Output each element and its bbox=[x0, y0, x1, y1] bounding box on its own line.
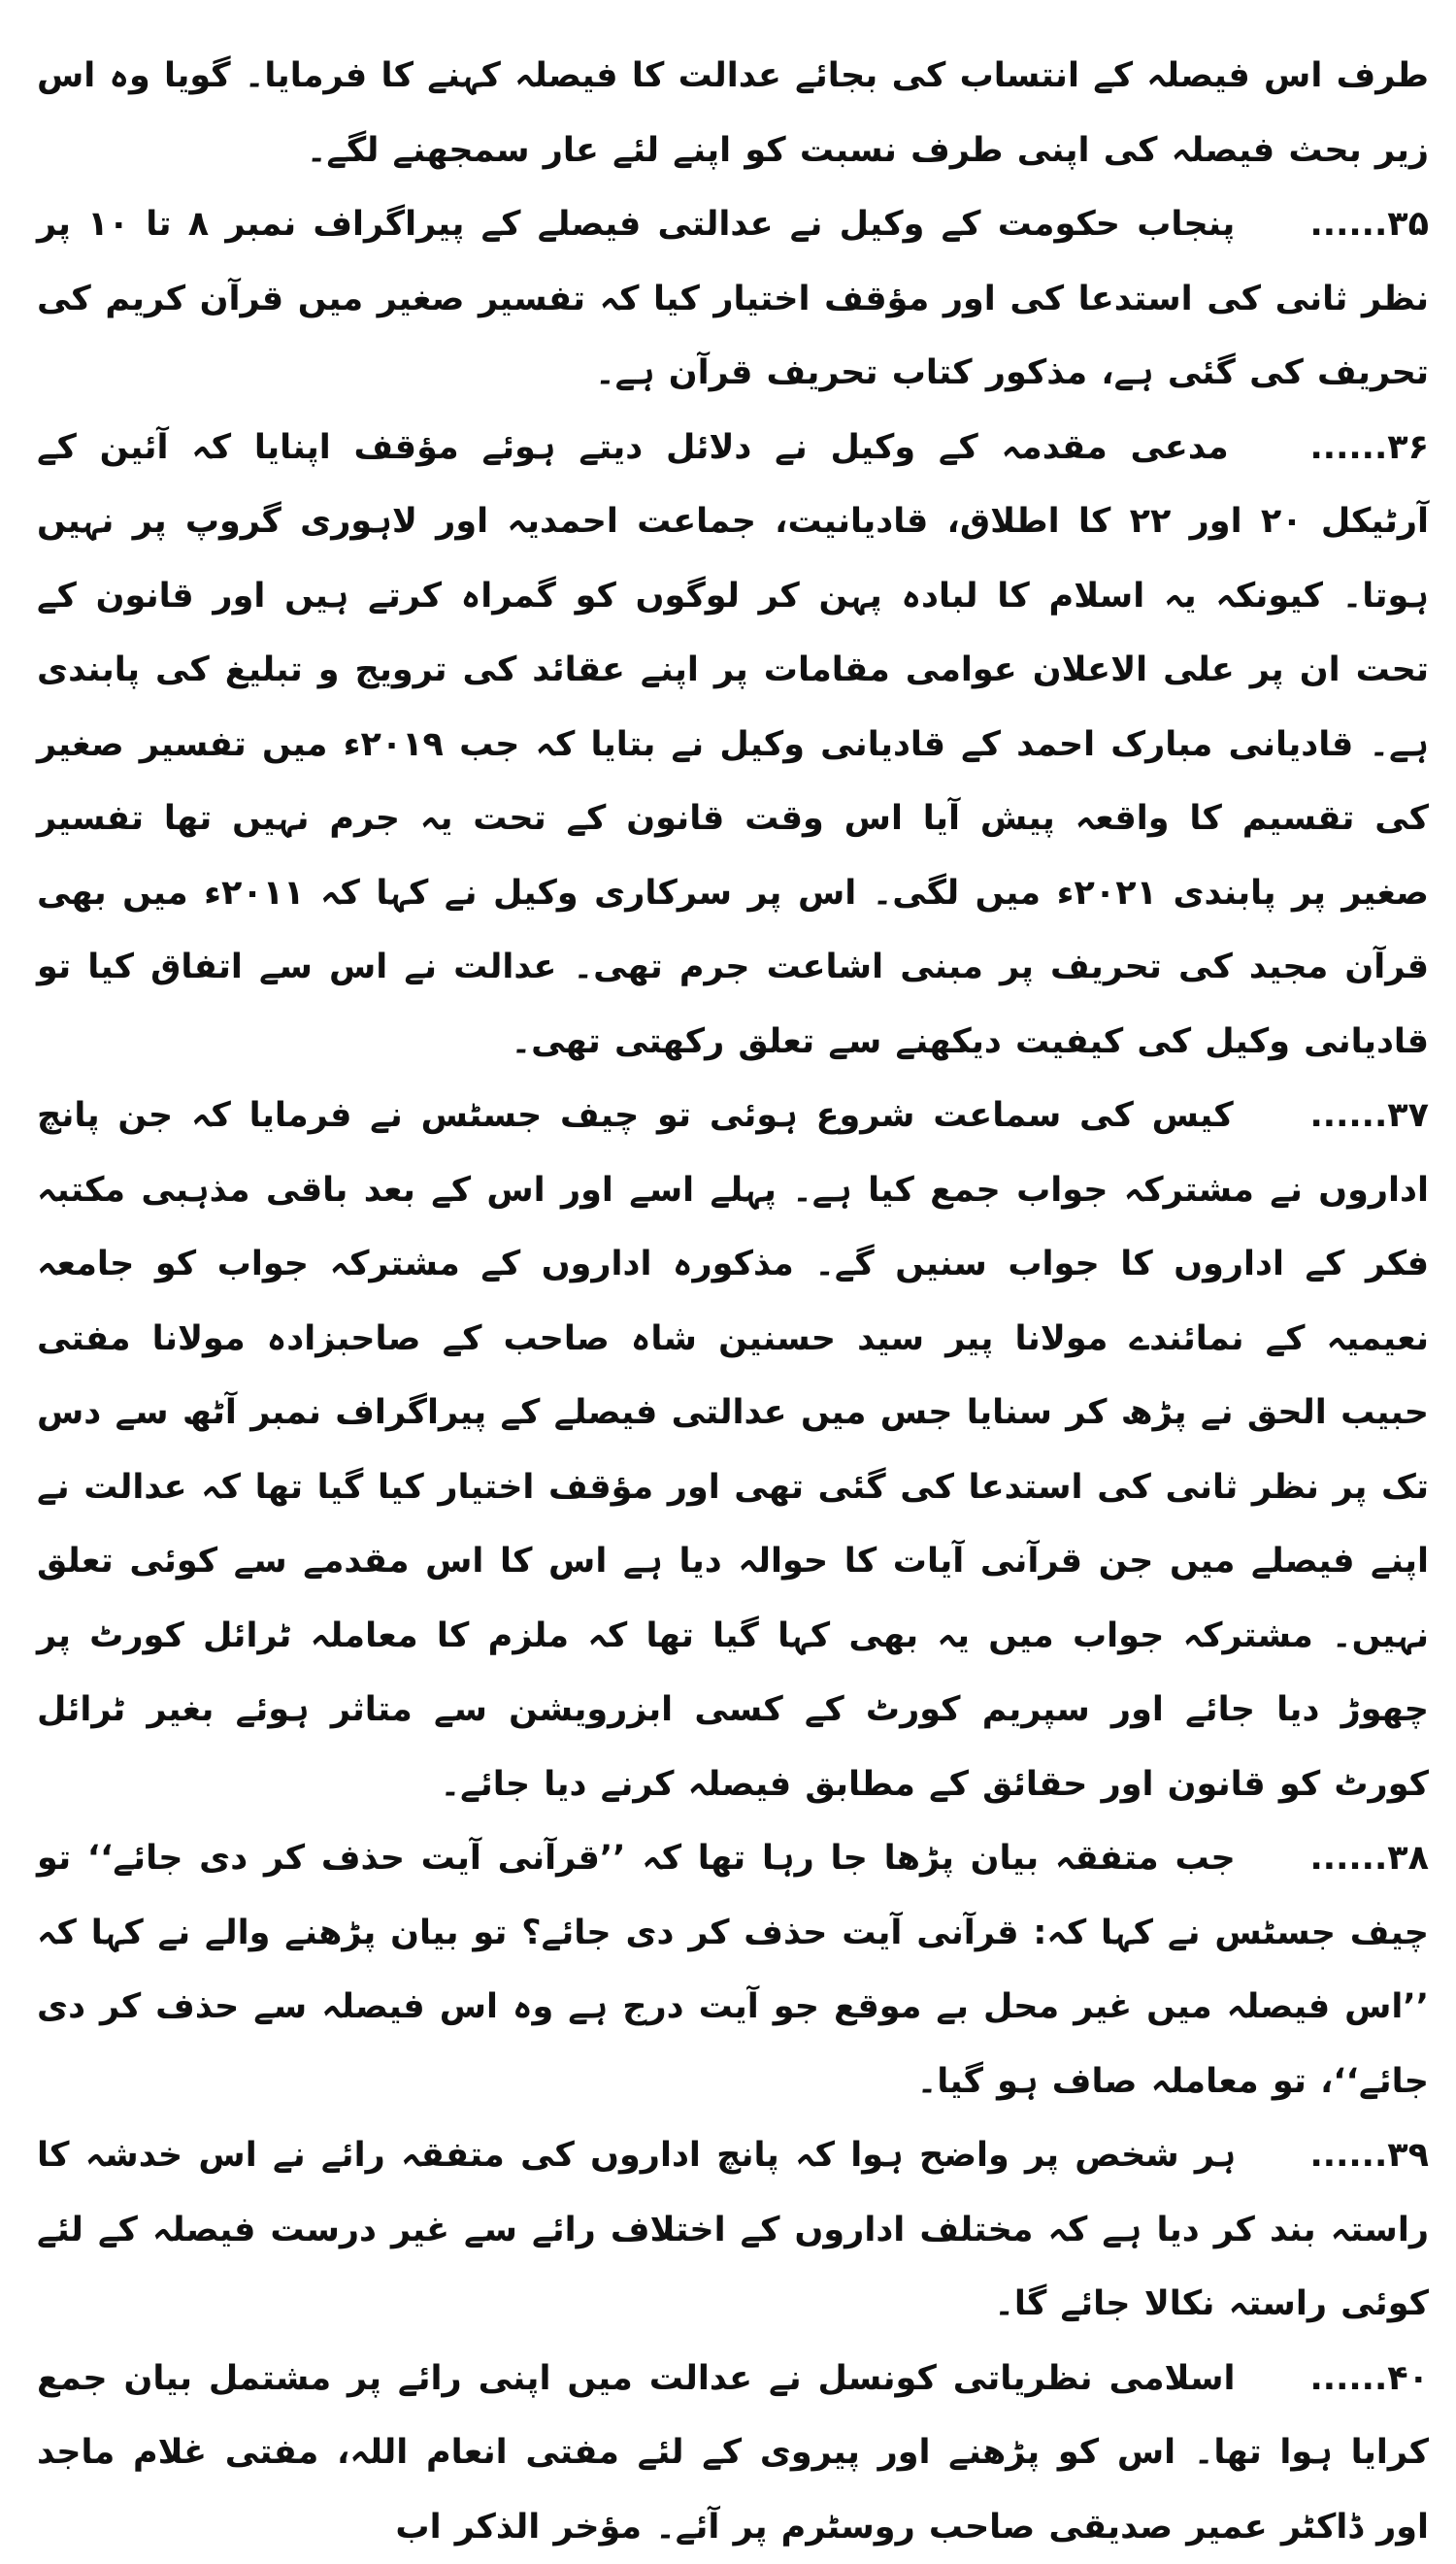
paragraph-40 bbox=[37, 2342, 1429, 2564]
paragraph-text: کیس کی سماعت شروع ہوئی تو چیف جسٹس نے فرمایا کہ جن پانچ اداروں نے مشترکہ جواب جمع کیا ہے۔ پہلے اسے اور اس کے بعد باقی مذہبی مکتبہ فکر کے اداروں کا جواب سنیں گے۔ مذکورہ اداروں کے مشترکہ جواب کو جامعہ نعیمیہ کے نمائندے مولانا پیر سید حسنین شاہ صاحب کے صاحبزادہ مولانا مفتی حبیب الحق نے پڑھ کر سنایا جس میں عدالتی فیصلے کے پیراگراف نمبر آٹھ سے دس تک پر نظر ثانی کی استدعا کی گئی تھی اور مؤقف اختیار کیا گیا تھا کہ عدالت نے اپنے فیصلے میں جن قرآنی آیات کا حوالہ دیا ہے اس کا اس مقدمے سے کوئی تعلق نہیں۔ مشترکہ جواب میں یہ بھی کہا گیا تھا کہ ملزم کا معاملہ ٹرائل کورٹ پر چھوڑ دیا جائے اور سپریم کورٹ کے کسی ابزرویشن سے متاثر ہوئے بغیر ٹرائل کورٹ کو قانون اور حقائق کے مطابق فیصلہ کرنے دیا جائے۔ bbox=[37, 1096, 1429, 1804]
paragraph-text: مدعی مقدمہ کے وکیل نے دلائل دیتے ہوئے مؤقف اپنایا کہ آئین کے آرٹیکل ۲۰ اور ۲۲ کا اطلاق، قادیانیت، جماعت احمدیہ اور لاہوری گروپ پر نہیں ہوتا۔ کیونکہ یہ اسلام کا لبادہ پہن کر لوگوں کو گمراہ کرتے ہیں اور قانون کے تحت ان پر علی الاعلان عوامی مقامات پر اپنے عقائد کی ترویج و تبلیغ کی پابندی ہے۔ قادیانی مبارک احمد کے قادیانی وکیل نے بتایا کہ جب ۲۰۱۹ء میں تفسیر صغیر کی تقسیم کا واقعہ پیش آیا اس وقت قانون کے تحت یہ جرم نہیں تھا تفسیر صغیر پر پابندی ۲۰۲۱ء میں لگی۔ اس پر سرکاری وکیل نے کہا کہ ۲۰۱۱ء میں بھی قرآن مجید کی تحریف پر مبنی اشاعت جرم تھی۔ عدالت نے اس سے اتفاق کیا تو قادیانی وکیل کی کیفیت دیکھنے سے تعلق رکھتی تھی۔ bbox=[37, 428, 1429, 1061]
paragraph-number: ۴۰...... bbox=[1309, 2359, 1429, 2398]
paragraph-number: ۳۸...... bbox=[1309, 1839, 1429, 1878]
paragraph-text: پنجاب حکومت کے وکیل نے عدالتی فیصلے کے پیراگراف نمبر ۸ تا ۱۰ پر نظر ثانی کی استدعا کی اور مؤقف اختیار کیا کہ تفسیر صغیر میں قرآن کریم کی تحریف کی گئی ہے، مذکور کتاب تحریف قرآن ہے۔ bbox=[37, 205, 1429, 392]
paragraph-38 bbox=[37, 1821, 1429, 2118]
paragraph-number: ۳۵...... bbox=[1310, 205, 1430, 244]
paragraph-36 bbox=[37, 411, 1429, 1080]
paragraph-text: طرف اس فیصلہ کے انتساب کی بجائے عدالت کا فیصلہ کہنے کا فرمایا۔ گویا وہ اس زیر بحث فیصلہ کی اپنی طرف نسبت کو اپنے لئے عار سمجھنے لگے۔ bbox=[37, 56, 1429, 170]
paragraph-number: ۳۹...... bbox=[1309, 2136, 1429, 2175]
paragraph-text: اسلامی نظریاتی کونسل نے عدالت میں اپنی رائے پر مشتمل بیان جمع کرایا ہوا تھا۔ اس کو پڑھنے اور پیروی کے لئے مفتی انعام اللہ، مفتی غلام ماجد اور ڈاکٹر عمیر صدیقی صاحب روسٹرم پر آئے۔ مؤخر الذکر اب bbox=[37, 2359, 1429, 2547]
paragraph-37 bbox=[37, 1079, 1429, 1821]
paragraph-number: ۳۶...... bbox=[1309, 428, 1429, 467]
paragraph-continuation bbox=[37, 39, 1429, 187]
paragraph-39 bbox=[37, 2118, 1429, 2342]
paragraph-number: ۳۷...... bbox=[1310, 1096, 1430, 1135]
paragraph-text: جب متفقہ بیان پڑھا جا رہا تھا کہ ’’قرآنی آیت حذف کر دی جائے‘‘ تو چیف جسٹس نے کہا کہ: قرآنی آیت حذف کر دی جائے؟ تو بیان پڑھنے والے نے کہا کہ ’’اس فیصلہ میں غیر محل بے موقع جو آیت درج ہے وہ اس فیصلہ سے حذف کر دی جائے‘‘، تو معاملہ صاف ہو گیا۔ bbox=[37, 1839, 1429, 2101]
paragraph-35 bbox=[37, 187, 1429, 411]
paragraph-text: ہر شخص پر واضح ہوا کہ پانچ اداروں کی متفقہ رائے نے اس خدشہ کا راستہ بند کر دیا ہے کہ مختلف اداروں کے اختلاف رائے سے غیر درست فیصلہ کے لئے کوئی راستہ نکالا جائے گا۔ bbox=[37, 2136, 1429, 2323]
